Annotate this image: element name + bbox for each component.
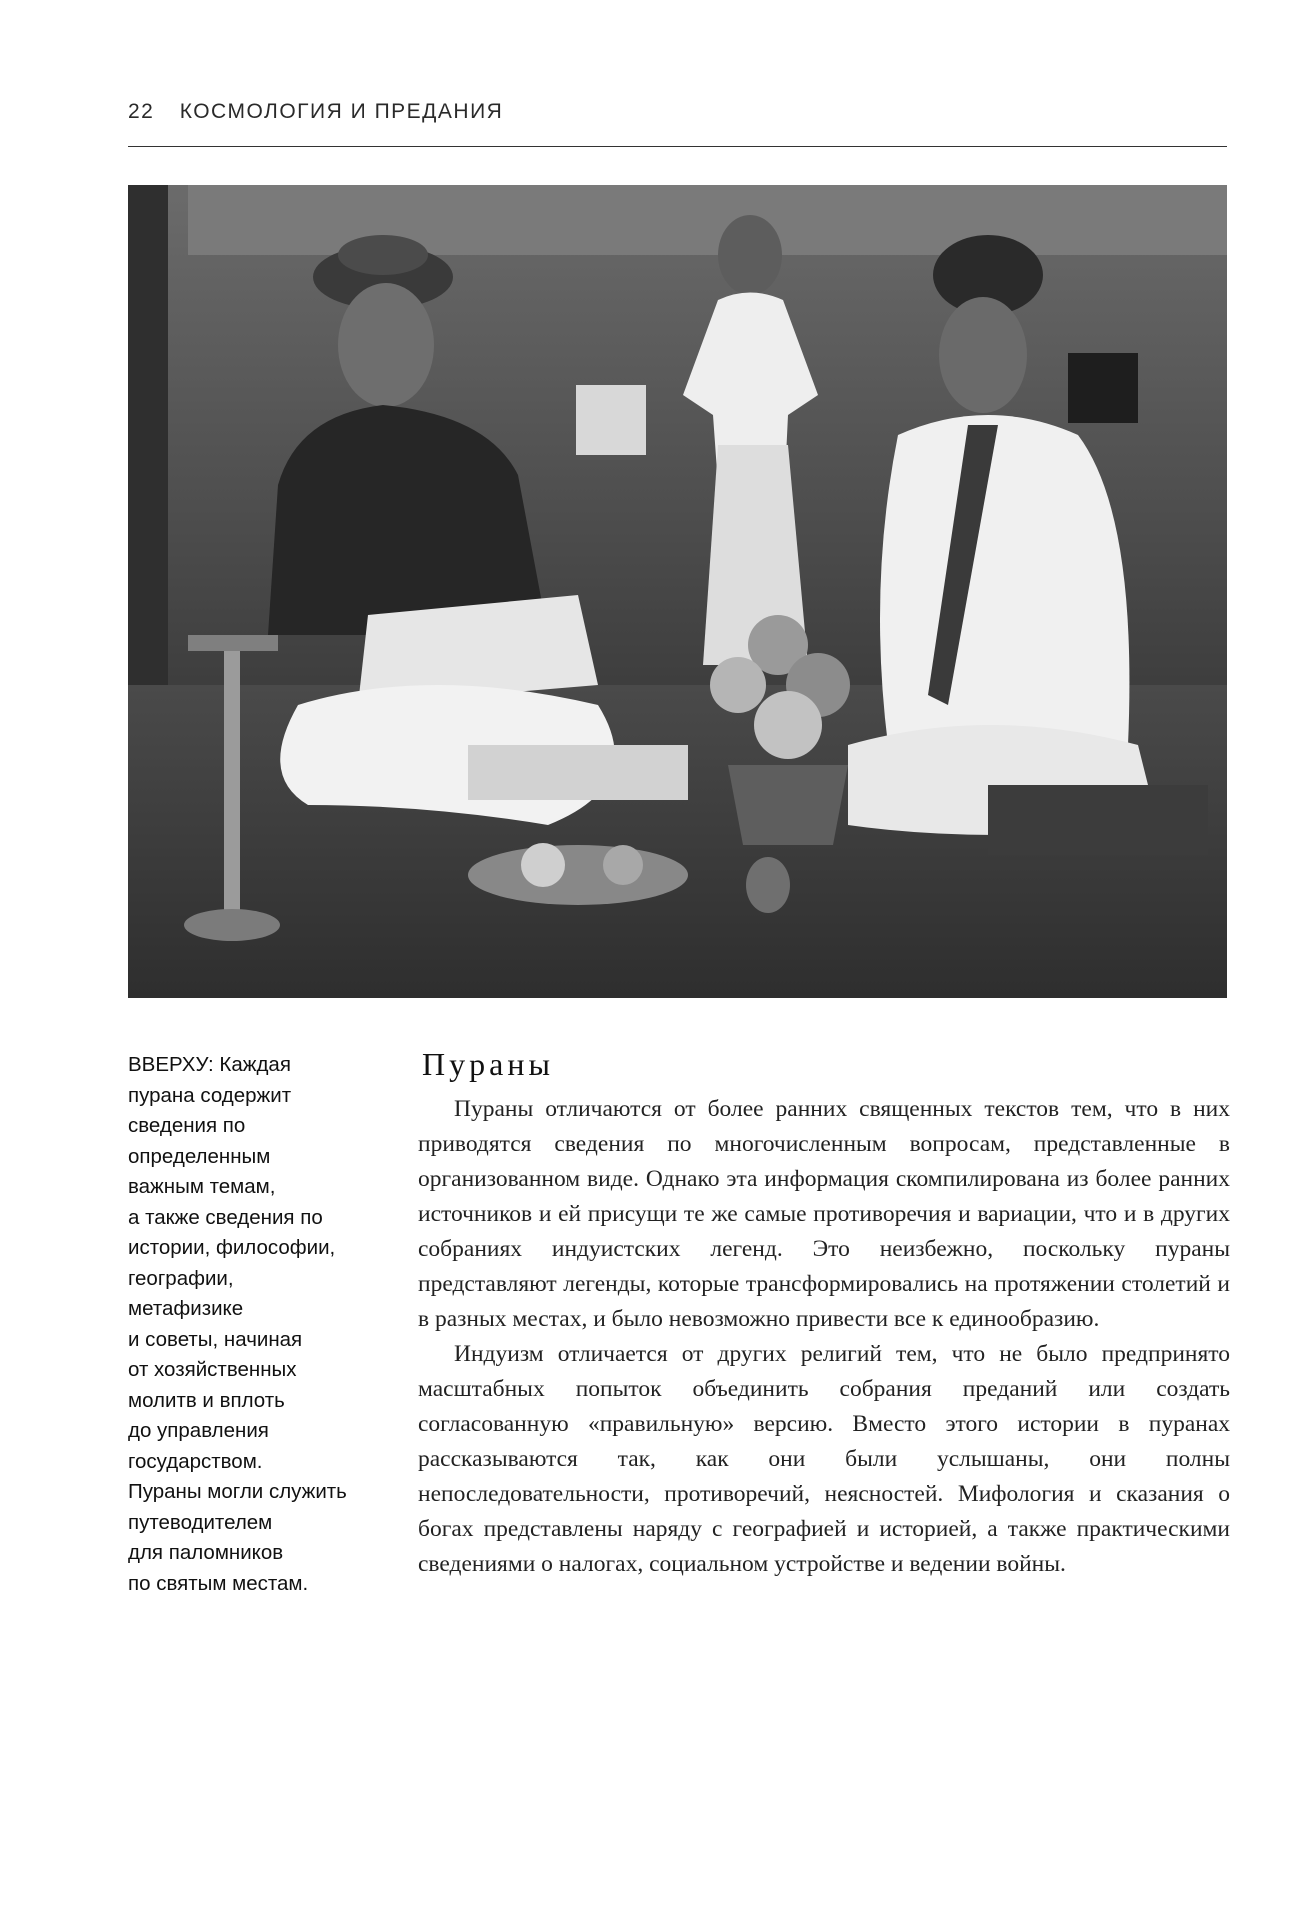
wall-ledge [188,185,1227,255]
page-number: 22 [128,100,155,123]
brass-tray [468,845,688,905]
article-body [418,1092,1230,1582]
tray-cup [603,845,643,885]
archival-photograph [128,185,1227,998]
header-rule [128,146,1227,147]
running-head-title: КОСМОЛОГИЯ И ПРЕДАНИЯ [179,100,504,123]
wall-plaque [576,385,646,455]
section-title: Пураны [422,1046,554,1082]
wall-window [1068,353,1138,423]
photo-caption: ВВЕРХУ: Каждая пурана содержит сведения по определенным важным темам, а также сведения по истории, философии, географии, метафизике и советы, начиная от хозяйственных молитв и вплоть до управления государством. Пураны могли служить путеводителем для паломников по святым местам. [128,1053,347,1595]
small-vessel [746,857,790,913]
paragraph: Пураны отличаются от более ранних священных текстов тем, что в них приводятся сведения по многочисленным вопросам, представленные в организованном виде. Однако эта информация скомпилирована из более ранних источников и ей присущи те же самые противоречия и вариации, что и в других собраниях индуистских легенд. Это неизбежно, поскольку пураны представляют легенды, которые трансформировались на протяжении столетий и в разных местах, и было невозможно привести все к единообразию. [418,1096,1230,1332]
paragraph: Индуизм отличается от других религий тем, что не было предпринято масштабных попыток объединить собрания преданий или создать согласованную «правильную» версию. Вместо этого истории в пуранах рассказываются так, как они были услышаны, они полны непоследовательности, противоречий, неясностей. Мифология и сказания о богах представлены наряду с географией и историей, а также практическими сведениями о налогах, социальном устройстве и ведении войны. [418,1341,1230,1577]
running-head [128,100,1228,124]
manuscript-book [468,745,688,800]
photo-illustration [128,185,1227,998]
tray-bowl [521,843,565,887]
